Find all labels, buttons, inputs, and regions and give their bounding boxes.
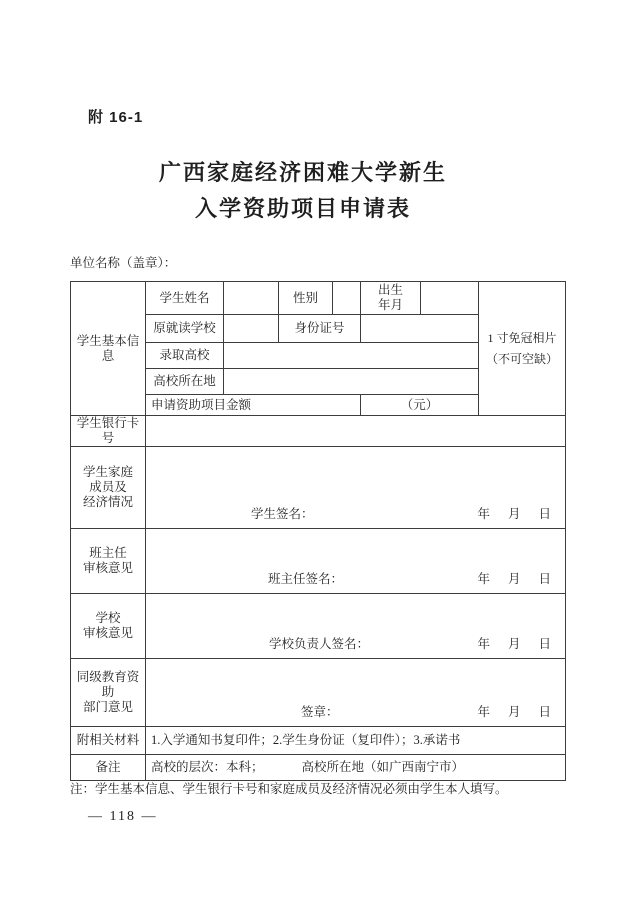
day-label: 日 (538, 507, 551, 521)
footnote: 注：学生基本信息、学生银行卡号和家庭成员及经济情况必须由学生本人填写。 (70, 782, 508, 796)
photo-note-line1: 1 寸免冠相片 (487, 330, 557, 345)
seal-label: 签章： (301, 705, 339, 719)
gender-label: 性别 (279, 282, 333, 315)
student-signature-label: 学生签名： (251, 507, 314, 521)
gender-value-cell (333, 282, 361, 315)
photo-cell (479, 282, 566, 416)
basic-info-section-label: 学生基本信息 (71, 282, 146, 416)
birth-label-line2: 年月 (377, 298, 403, 312)
remarks-label: 备注 (71, 755, 146, 781)
former-school-value-cell (224, 315, 279, 343)
attachment-label: 附 16-1 (88, 109, 144, 126)
family-info-label-line1: 学生家庭 (82, 465, 133, 479)
birth-date-value-cell (421, 282, 479, 315)
bank-card-value-cell (146, 416, 566, 447)
date-group (477, 705, 551, 720)
birth-label-line1: 出生 (377, 283, 403, 297)
family-info-label-line3: 经济情况 (82, 495, 133, 509)
school-review-content-cell (146, 594, 566, 659)
row-school-review (71, 594, 566, 659)
school-review-label (71, 594, 146, 659)
materials-label: 附相关材料 (71, 727, 146, 755)
education-department-content-cell (146, 659, 566, 727)
year-label: 年 (477, 507, 490, 521)
row-class-teacher-review (71, 529, 566, 594)
education-department-label-line2: 部门意见 (82, 700, 133, 714)
class-teacher-label-line2: 审核意见 (82, 561, 133, 575)
remarks-level-text: 高校的层次：本科； (151, 760, 264, 774)
admitted-university-value-cell (224, 343, 479, 369)
amount-label: 申请资助项目金额 (146, 395, 361, 416)
date-group (477, 637, 551, 652)
family-info-content-cell (146, 447, 566, 529)
student-name-label: 学生姓名 (146, 282, 224, 315)
day-label: 日 (538, 705, 551, 719)
school-review-label-line1: 学校 (95, 611, 121, 625)
application-form-table (70, 281, 566, 781)
row-remarks (71, 755, 566, 781)
class-teacher-review-label (71, 529, 146, 594)
education-department-label-line1: 同级教育资助 (76, 670, 140, 699)
student-name-value-cell (224, 282, 279, 315)
school-head-signature-label: 学校负责人签名： (269, 637, 370, 651)
class-teacher-signature-row (146, 572, 565, 593)
family-info-label (71, 447, 146, 529)
education-department-label (71, 659, 146, 727)
id-number-label: 身份证号 (279, 315, 361, 343)
row-family-info (71, 447, 566, 529)
family-info-label-line2: 成员及 (89, 480, 127, 494)
former-school-label: 原就读学校 (146, 315, 224, 343)
document-title (0, 155, 636, 227)
admitted-university-label: 录取高校 (146, 343, 224, 369)
class-teacher-label-line1: 班主任 (89, 546, 127, 560)
title-line-1: 广西家庭经济困难大学新生 (158, 160, 447, 185)
month-label: 月 (507, 705, 521, 719)
date-group (477, 572, 551, 587)
row-education-department-opinion (71, 659, 566, 727)
birth-date-label (361, 282, 421, 315)
remarks-location-text: 高校所在地（如广西南宁市） (301, 760, 465, 774)
title-line-2: 入学资助项目申请表 (194, 196, 411, 221)
year-label: 年 (477, 705, 490, 719)
seal-signature-row (146, 705, 565, 726)
row-attached-materials (71, 727, 566, 755)
date-group (477, 507, 551, 522)
amount-unit-cell: （元） (361, 395, 479, 416)
row-bank-card (71, 416, 566, 447)
student-signature-row (146, 507, 565, 528)
university-location-label: 高校所在地 (146, 369, 224, 395)
year-label: 年 (477, 572, 490, 586)
class-teacher-signature-label: 班主任签名： (268, 572, 344, 586)
university-location-value-cell (224, 369, 479, 395)
row-name-gender-birth (71, 282, 566, 315)
day-label: 日 (538, 572, 551, 586)
id-number-value-cell (361, 315, 479, 343)
month-label: 月 (507, 637, 521, 651)
month-label: 月 (507, 507, 521, 521)
school-signature-row (146, 637, 565, 658)
remarks-value (146, 755, 566, 781)
class-teacher-content-cell (146, 529, 566, 594)
materials-value: 1.入学通知书复印件；2.学生身份证（复印件）；3.承诺书 (146, 727, 566, 755)
photo-note-line2: （不可空缺） (485, 351, 558, 366)
day-label: 日 (538, 637, 551, 651)
page-number: — 118 — (88, 809, 158, 824)
month-label: 月 (507, 572, 521, 586)
unit-seal-label: 单位名称（盖章）： (70, 256, 177, 270)
school-review-label-line2: 审核意见 (82, 626, 133, 640)
bank-card-label: 学生银行卡号 (71, 416, 146, 447)
year-label: 年 (477, 637, 490, 651)
